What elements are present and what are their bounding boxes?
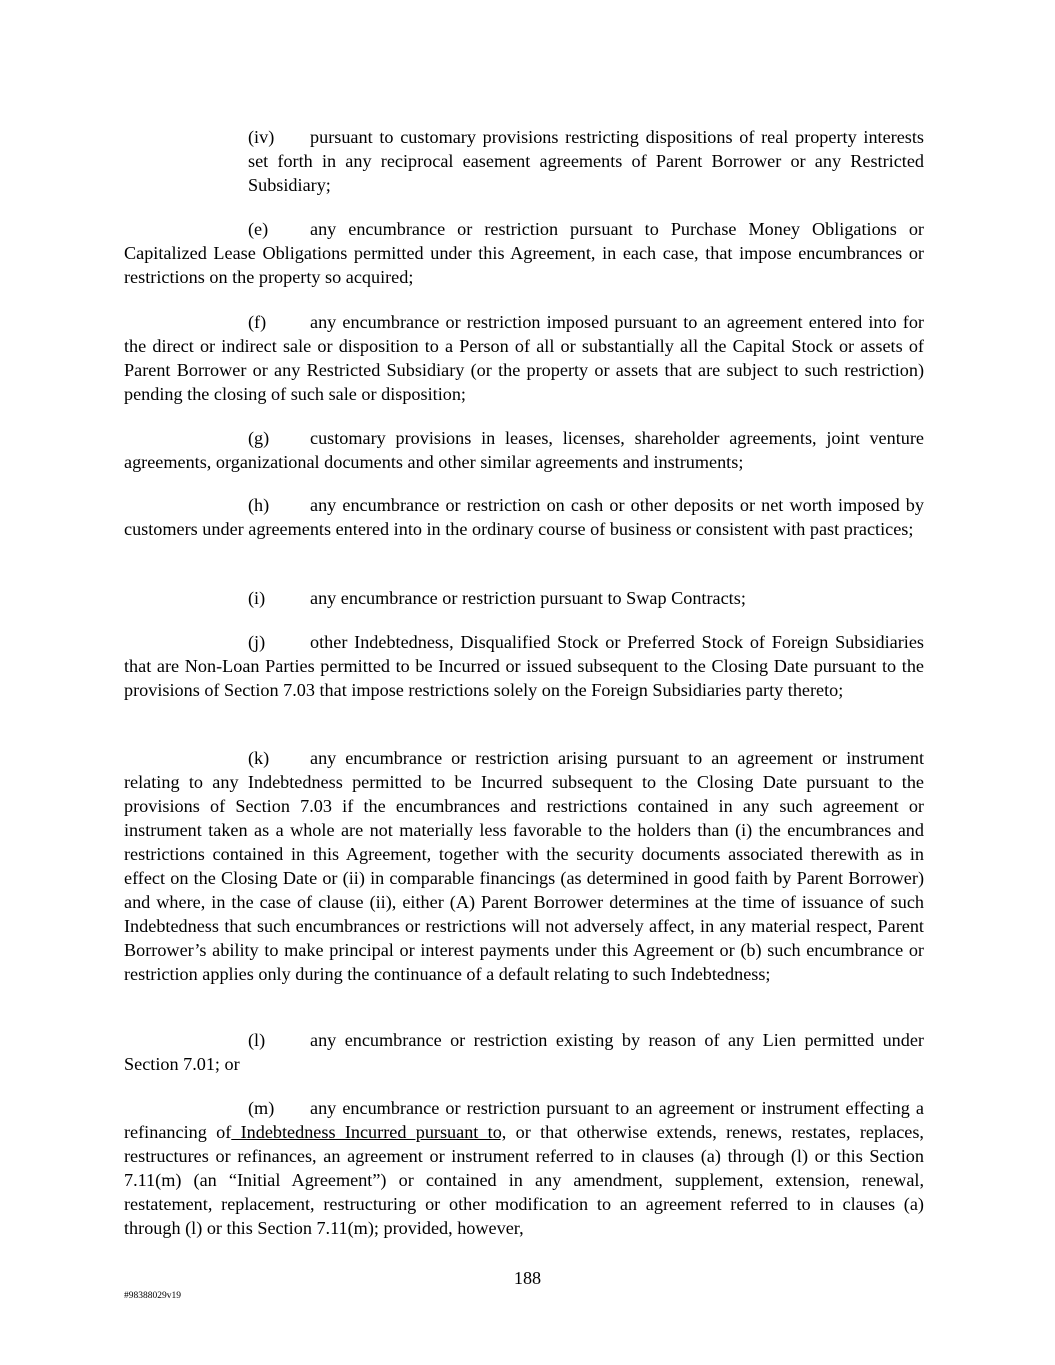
clause-iv: [248, 125, 924, 197]
clause-f: [124, 310, 924, 406]
clause-label: (l): [248, 1030, 266, 1050]
clause-label: (iv): [248, 127, 275, 147]
clause-text: other Indebtedness, Disqualified Stock or Preferred Stock of Foreign Subsidiaries that are Non-Loan Parties permitted to be Incurred or issued subsequent to the Closing Date pursuant to the provisions of Section 7.03 that impose restrictions solely on the Foreign Subsidiaries party thereto;: [124, 632, 924, 700]
underlined-text: Indebtedness Incurred pursuant to,: [231, 1122, 507, 1142]
clause-label: (i): [248, 588, 266, 608]
clause-text: any encumbrance or restriction pursuant to Purchase Money Obligations or Capitalized Lease Obligations permitted under this Agreement, in each case, that impose encumbrances or restrictions on the property so acquired;: [124, 219, 924, 287]
document-id: #98388029v19: [124, 1291, 181, 1301]
clause-label: (m): [248, 1098, 275, 1118]
clause-text: customary provisions in leases, licenses, shareholder agreements, joint venture agreements, organizational documents and other similar agreements and instruments;: [124, 428, 924, 472]
clause-text: any encumbrance or restriction arising pursuant to an agreement or instrument relating to any Indebtedness permitted to be Incurred subsequent to the Closing Date pursuant to the provisions of Section 7.03 if the encumbrances and restrictions contained in any such agreement or instrument taken as a whole are not materially less favorable to the holders than (i) the encumbrances and restrictions contained in this Agreement, together with the security documents associated therewith as in effect on the Closing Date or (ii) in comparable financings (as determined in good faith by Parent Borrower) and where, in the case of clause (ii), either (A) Parent Borrower determines at the time of issuance of such Indebtedness that such encumbrances or restrictions will not adversely affect, in any material respect, Parent Borrower’s ability to make principal or interest payments under this Agreement or (b) such encumbrance or restriction applies only during the continuance of a default relating to such Indebtedness;: [124, 748, 924, 984]
clause-text: any encumbrance or restriction imposed pursuant to an agreement entered into for the direct or indirect sale or disposition to a Person of all or substantially all the Capital Stock or assets of Parent Borrower or any Restricted Subsidiary (or the property or assets that are subject to such restriction) pending the closing of such sale or disposition;: [124, 312, 924, 404]
clause-i: [124, 586, 924, 610]
clause-text: any encumbrance or restriction on cash or other deposits or net worth imposed by customers under agreements entered into in the ordinary course of business or consistent with past practices;: [124, 495, 924, 539]
clause-text: any encumbrance or restriction pursuant to Swap Contracts;: [310, 588, 746, 608]
page-number: 188: [513, 1268, 542, 1288]
clause-m: [124, 1096, 924, 1240]
clause-label: (e): [248, 219, 269, 239]
clause-l: [124, 1028, 924, 1076]
clause-text: any encumbrance or restriction existing by reason of any Lien permitted under Section 7.01; or: [124, 1030, 924, 1074]
clause-text: pursuant to customary provisions restricting dispositions of real property interests set forth in any reciprocal easement agreements of Parent Borrower or any Restricted Subsidiary;: [248, 127, 924, 195]
clause-text-before: any encumbrance or restriction pursuant to an agreement or instrument effecting a refinancing of: [124, 1098, 924, 1142]
clause-label: (j): [248, 632, 266, 652]
clause-label: (h): [248, 495, 270, 515]
clause-text-after: or that otherwise extends, renews, restates, replaces, restructures or refinances, an agreement or instrument referred to in clauses (a) through (l) or this Section 7.11(m) (an “Initial Agreement”) or contained in any amendment, supplement, extension, renewal, restatement, replacement, restructuring or other modification to an agreement referred to in clauses (a) through (l) or this Section 7.11(m); provided, however,: [124, 1122, 924, 1238]
clause-h: [124, 493, 924, 541]
clause-label: (k): [248, 748, 270, 768]
clause-j: [124, 630, 924, 702]
clause-label: (f): [248, 312, 267, 332]
clause-e: [124, 217, 924, 289]
clause-k: [124, 746, 924, 986]
clause-label: (g): [248, 428, 270, 448]
clause-g: [124, 426, 924, 474]
